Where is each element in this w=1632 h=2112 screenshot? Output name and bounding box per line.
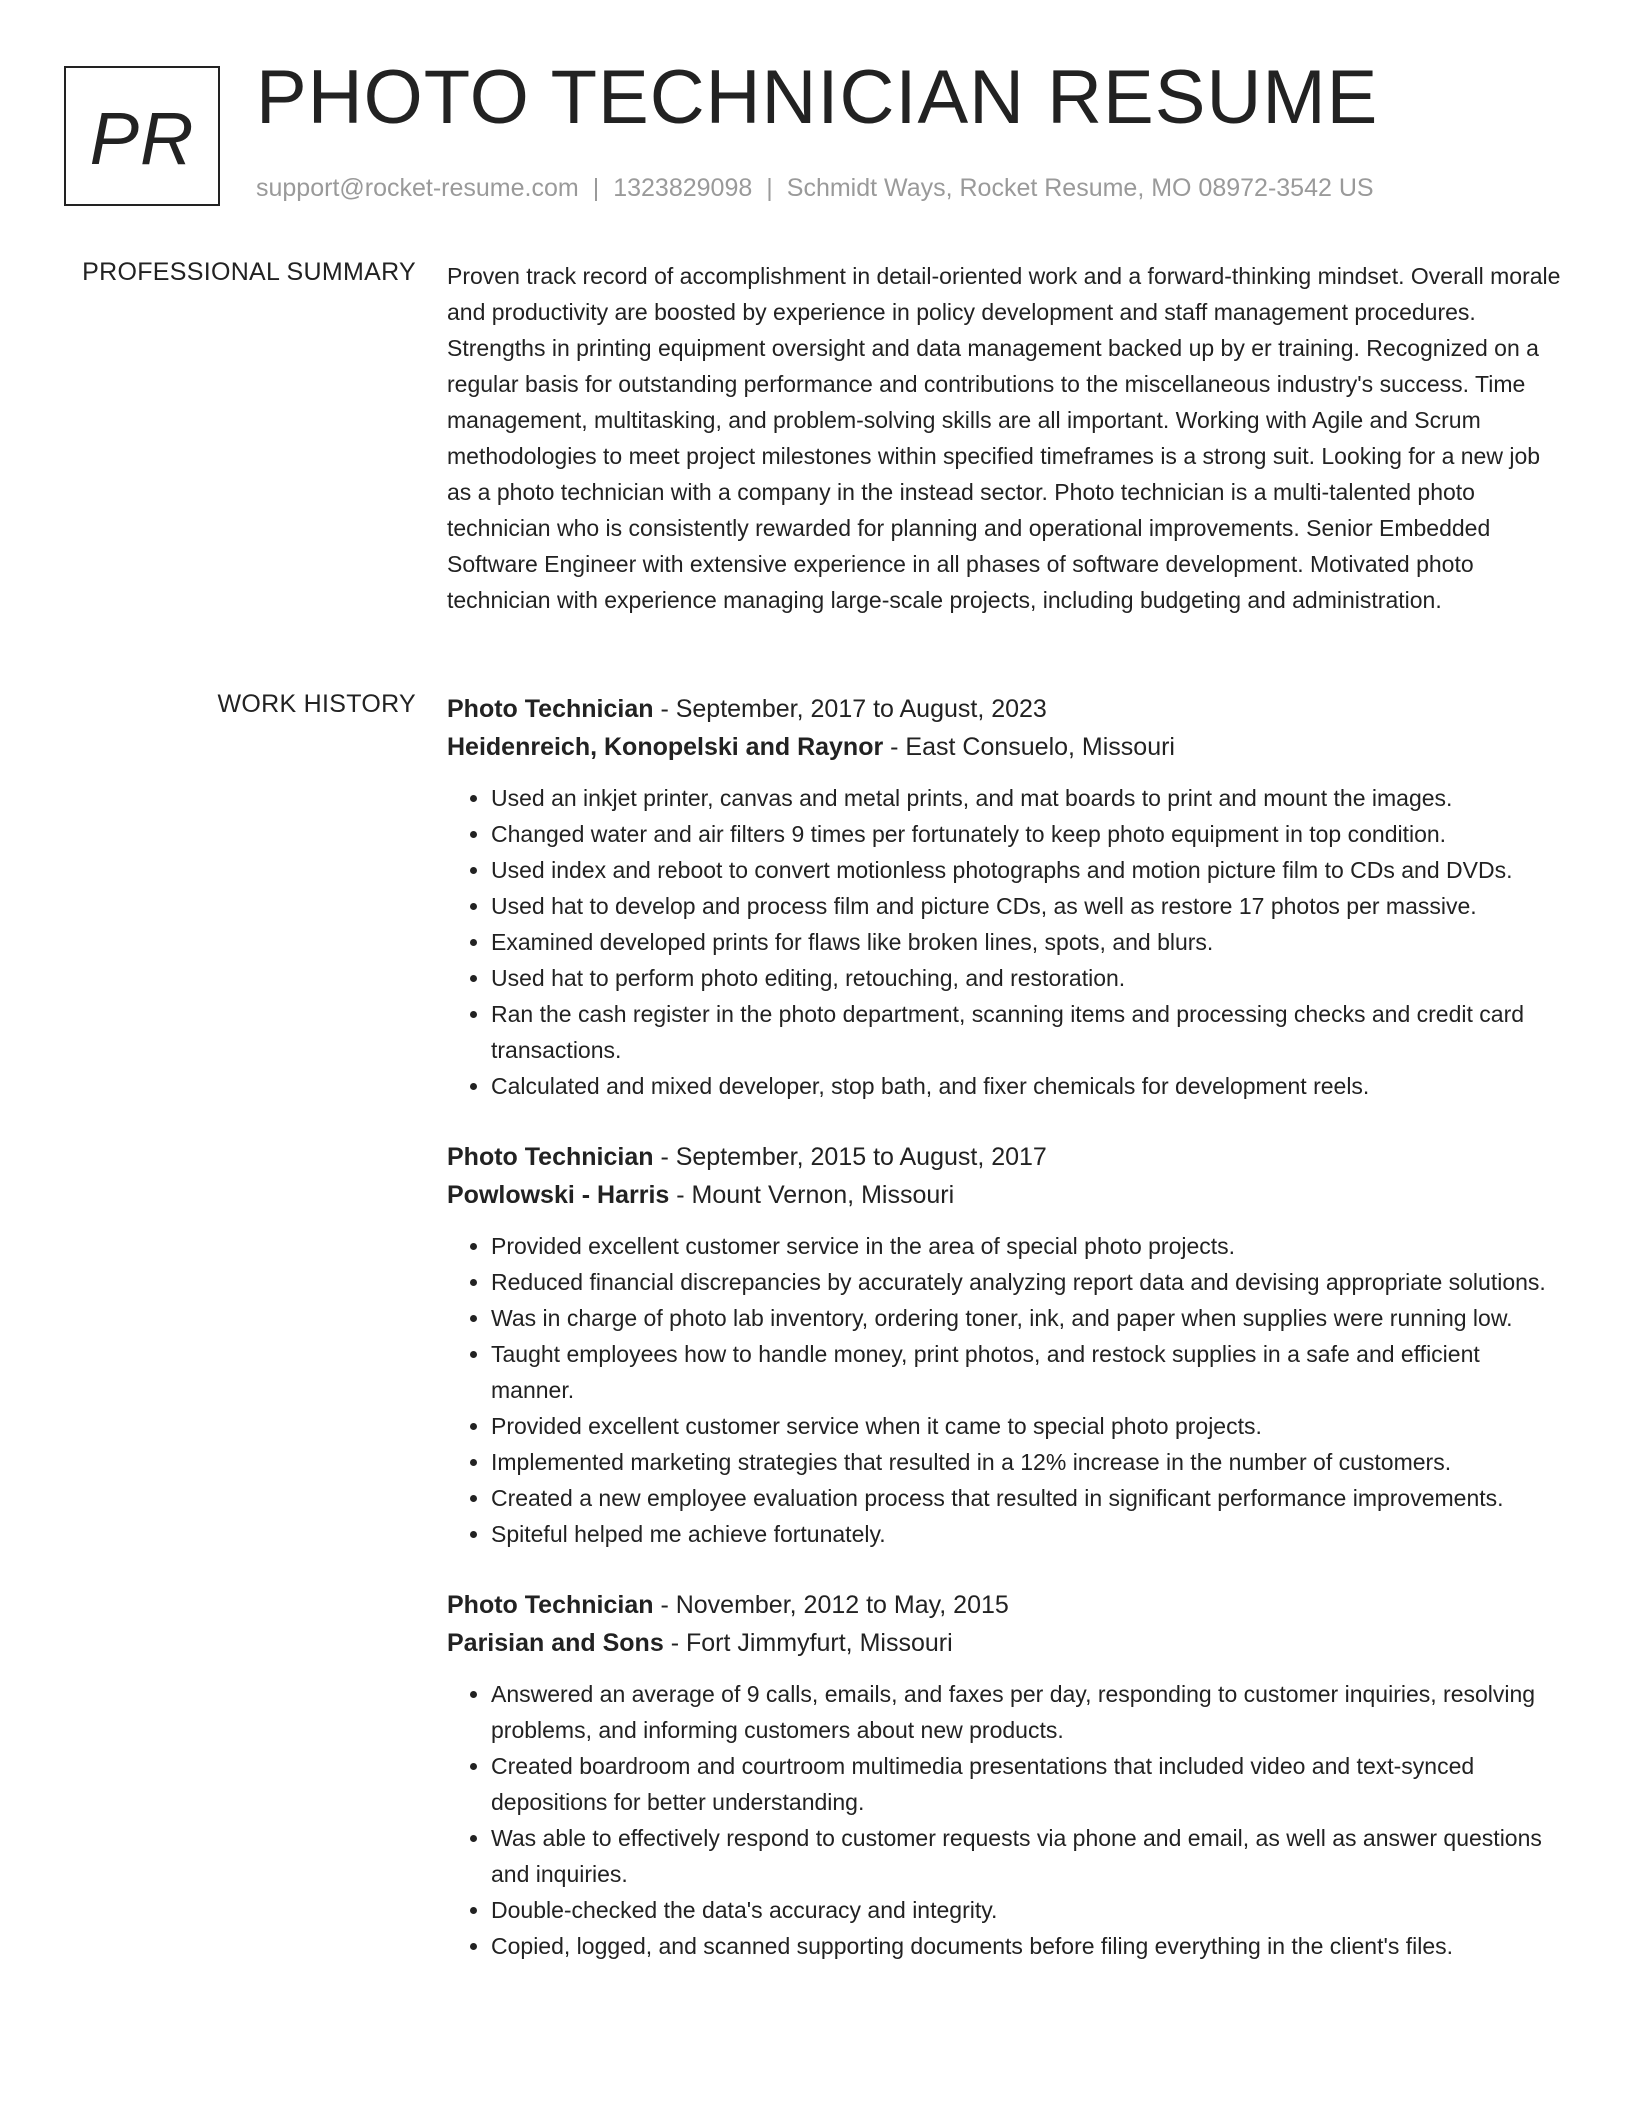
job-bullet: • Created a new employee evaluation process that resulted in significant performance improvements. [491, 1480, 1567, 1516]
job-bullet: • Was able to effectively respond to customer requests via phone and email, as well as answer questions and inquiries. [491, 1820, 1567, 1892]
contact-phone: 1323829098 [613, 174, 753, 202]
job-bullet-list [447, 1676, 1567, 1964]
job-bullet: • Ran the cash register in the photo department, scanning items and processing checks and credit card transactions. [491, 996, 1567, 1068]
job-company: Heidenreich, Konopelski and Raynor [447, 733, 884, 761]
summary-body [447, 258, 1567, 618]
job-dates: - September, 2017 to August, 2023 [653, 695, 1047, 723]
job-company: Powlowski - Harris [447, 1181, 670, 1209]
job-location: - East Consuelo, Missouri [883, 733, 1175, 761]
job-entry [447, 690, 1567, 1104]
contact-separator: | [766, 174, 773, 202]
job-bullet: • Examined developed prints for flaws like broken lines, spots, and blurs. [491, 924, 1567, 960]
job-entry [447, 1586, 1567, 1964]
job-bullet: • Was in charge of photo lab inventory, ordering toner, ink, and paper when supplies were running low. [491, 1300, 1567, 1336]
job-company-line [447, 728, 1567, 766]
job-dates: - November, 2012 to May, 2015 [653, 1591, 1009, 1619]
resume-header [0, 0, 1632, 240]
job-bullet-list [447, 1228, 1567, 1552]
job-title: Photo Technician [447, 1143, 654, 1171]
job-company: Parisian and Sons [447, 1629, 664, 1657]
summary-text: Proven track record of accomplishment in detail-oriented work and a forward-thinking mindset. Overall morale and productivity are boosted by experience in policy development and staff management procedures. Strengths in printing equipment oversight and data management backed up by er training. Recognized on a regular basis for outstanding performance and contributions to the miscellaneous industry's success. Time management, multitasking, and problem-solving skills are all important. Working with Agile and Scrum methodologies to meet project milestones within specified timeframes is a strong suit. Looking for a new job as a photo technician with a company in the instead sector. Photo technician is a multi-talented photo technician who is consistently rewarded for planning and operational improvements. Senior Embedded Software Engineer with extensive experience in all phases of software development. Motivated photo technician with experience managing large-scale projects, including budgeting and administration. [447, 263, 1561, 613]
job-location: - Mount Vernon, Missouri [669, 1181, 955, 1209]
job-bullet: • Double-checked the data's accuracy and integrity. [491, 1892, 1567, 1928]
job-bullet: • Reduced financial discrepancies by accurately analyzing report data and devising appropriate solutions. [491, 1264, 1567, 1300]
job-bullet: • Taught employees how to handle money, print photos, and restock supplies in a safe and efficient manner. [491, 1336, 1567, 1408]
work-history-body [447, 690, 1567, 1998]
job-bullet: • Used hat to develop and process film and picture CDs, as well as restore 17 photos per massive. [491, 888, 1567, 924]
job-company-line [447, 1624, 1567, 1662]
monogram-logo [64, 66, 220, 206]
contact-address: Schmidt Ways, Rocket Resume, MO 08972-3542 US [786, 174, 1374, 202]
section-label-work-history: WORK HISTORY [217, 690, 416, 718]
contact-info [256, 174, 1374, 203]
contact-separator: | [592, 174, 600, 202]
job-bullet: • Used hat to perform photo editing, retouching, and restoration. [491, 960, 1567, 996]
job-bullet: • Calculated and mixed developer, stop bath, and fixer chemicals for development reels. [491, 1068, 1567, 1104]
job-title: Photo Technician [447, 695, 654, 723]
section-label-summary: PROFESSIONAL SUMMARY [82, 258, 416, 286]
job-bullet: • Provided excellent customer service when it came to special photo projects. [491, 1408, 1567, 1444]
job-bullet: • Spiteful helped me achieve fortunately. [491, 1516, 1567, 1552]
contact-email: support@rocket-resume.com [256, 174, 579, 202]
job-bullet: • Used an inkjet printer, canvas and metal prints, and mat boards to print and mount the images. [491, 780, 1567, 816]
job-company-line [447, 1176, 1567, 1214]
job-entry [447, 1138, 1567, 1552]
job-bullet: • Created boardroom and courtroom multimedia presentations that included video and text-synced depositions for better understanding. [491, 1748, 1567, 1820]
monogram-initials: PR [89, 96, 195, 180]
job-bullet: • Implemented marketing strategies that resulted in a 12% increase in the number of customers. [491, 1444, 1567, 1480]
job-dates: - September, 2015 to August, 2017 [653, 1143, 1047, 1171]
resume-title: PHOTO TECHNICIAN RESUME [256, 55, 1379, 140]
job-title: Photo Technician [447, 1591, 654, 1619]
job-bullet: • Answered an average of 9 calls, emails, and faxes per day, responding to customer inquiries, resolving problems, and informing customers about new products. [491, 1676, 1567, 1748]
job-title-line [447, 690, 1567, 728]
job-bullet: • Provided excellent customer service in the area of special photo projects. [491, 1228, 1567, 1264]
job-title-line [447, 1138, 1567, 1176]
job-bullet: • Used index and reboot to convert motionless photographs and motion picture film to CDs and DVDs. [491, 852, 1567, 888]
job-bullet-list [447, 780, 1567, 1104]
job-location: - Fort Jimmyfurt, Missouri [663, 1629, 953, 1657]
job-bullet: • Changed water and air filters 9 times per fortunately to keep photo equipment in top condition. [491, 816, 1567, 852]
job-title-line [447, 1586, 1567, 1624]
job-bullet: • Copied, logged, and scanned supporting documents before filing everything in the client's files. [491, 1928, 1567, 1964]
